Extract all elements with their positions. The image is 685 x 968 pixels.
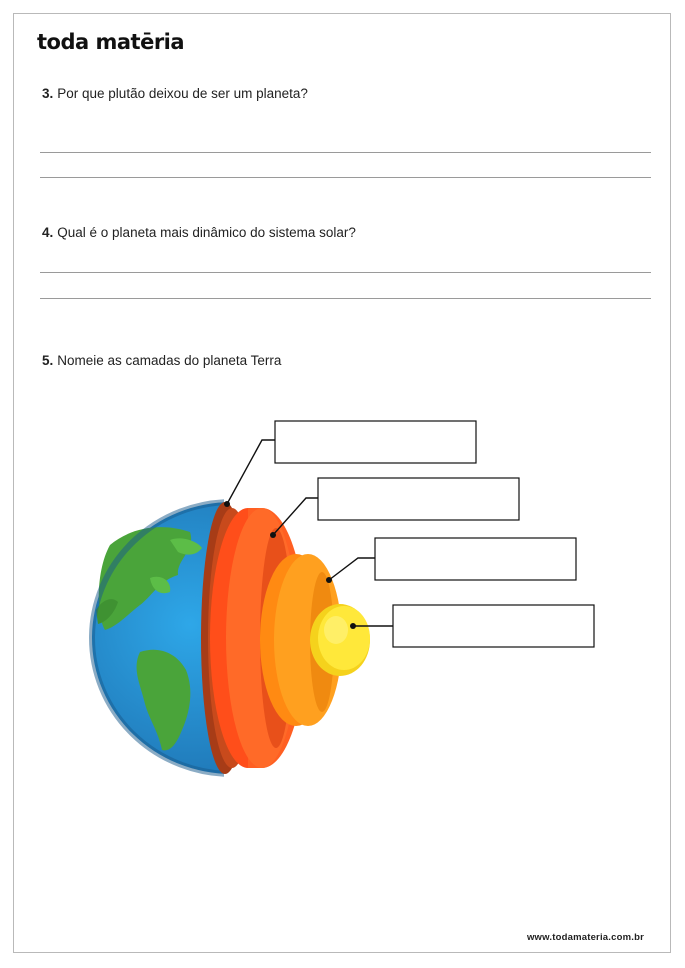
earth-inner-core-layer <box>310 604 370 676</box>
leader-dot-outer-core <box>326 577 332 583</box>
brand-logo: toda matēria <box>37 30 185 54</box>
question-5 <box>42 353 281 368</box>
answer-box-crust[interactable] <box>275 421 476 463</box>
answer-line[interactable] <box>40 152 651 153</box>
answer-box-inner-core[interactable] <box>393 605 594 647</box>
question-text: Nomeie as camadas do planeta Terra <box>57 353 282 368</box>
question-text: Qual é o planeta mais dinâmico do sistema solar? <box>57 225 356 240</box>
answer-line[interactable] <box>40 298 651 299</box>
question-number: 3. <box>42 86 54 101</box>
question-number: 5. <box>42 353 54 368</box>
answer-line[interactable] <box>40 177 651 178</box>
footer-url[interactable]: www.todamateria.com.br <box>526 932 644 943</box>
leader-line-outer-core <box>329 558 375 580</box>
answer-box-outer-core[interactable] <box>375 538 576 580</box>
leader-dot-mantle <box>270 532 276 538</box>
answer-box-mantle[interactable] <box>318 478 519 520</box>
leader-dot-inner-core <box>350 623 356 629</box>
leader-line-crust <box>227 440 276 504</box>
answer-line[interactable] <box>40 272 651 273</box>
question-text: Por que plutão deixou de ser um planeta? <box>57 86 308 101</box>
question-number: 4. <box>42 225 54 240</box>
earth-layers-diagram <box>0 400 685 800</box>
question-4 <box>42 225 356 240</box>
leader-dot-crust <box>224 501 230 507</box>
question-3 <box>42 86 308 101</box>
